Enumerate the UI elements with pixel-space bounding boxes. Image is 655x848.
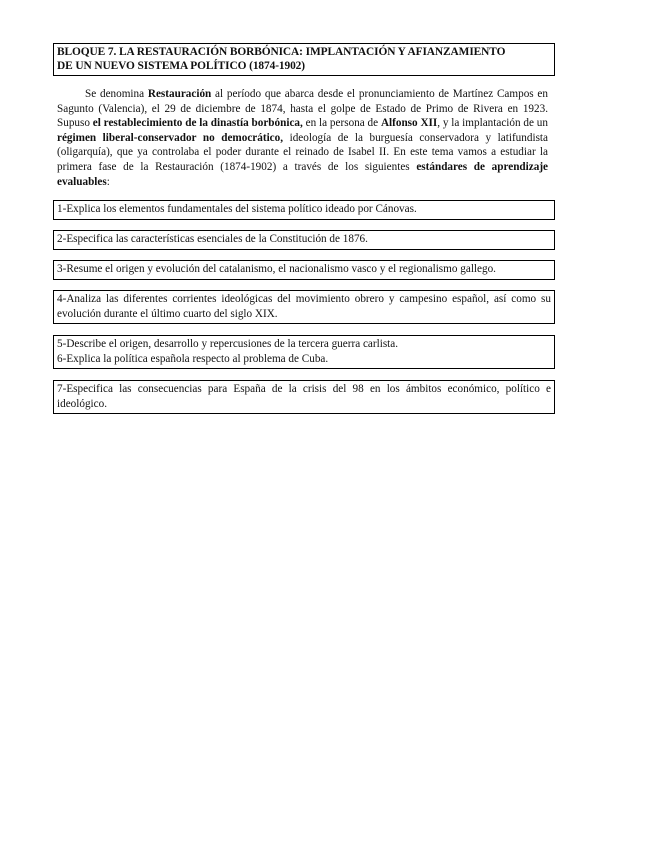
standard-item-3: 3-Resume el origen y evolución del catalanismo, el nacionalismo vasco y el regionalismo gallego. <box>57 263 496 275</box>
block-title-line-2: DE UN NUEVO SISTEMA POLÍTICO (1874-1902) <box>57 60 305 72</box>
standard-box-7 <box>53 380 555 414</box>
intro-bold-alfonso: Alfonso XII <box>380 117 438 130</box>
standard-box-2 <box>53 230 555 250</box>
standard-item-4: 4-Analiza las diferentes corrientes ideológicas del movimiento obrero y campesino español, así como su evolución durante el último cuarto del siglo XIX. <box>57 293 551 320</box>
intro-text: en la persona de <box>302 117 381 130</box>
block-title-line-1: BLOQUE 7. LA RESTAURACIÓN BORBÓNICA: IMPLANTACIÓN Y AFIANZAMIENTO <box>57 46 506 58</box>
standard-item-7: 7-Especifica las consecuencias para España de la crisis del 98 en los ámbitos económico, político e ideológico. <box>57 383 551 410</box>
intro-bold-dinastia: el restablecimiento de la dinastía borbónica, <box>92 117 303 130</box>
standard-item-2: 2-Especifica las características esenciales de la Constitución de 1876. <box>57 233 368 245</box>
intro-text: Se denomina <box>85 88 148 100</box>
standard-box-1 <box>53 200 555 220</box>
block-title <box>53 43 555 76</box>
intro-text: , y la implantación de un <box>437 117 548 130</box>
intro-bold-restauracion: Restauración <box>147 88 212 100</box>
intro-bold-estandares: estándares de aprendizaje evaluables <box>57 160 549 188</box>
intro-text: al período que abarca desde el pronunciamiento de Martínez Campos en Sagunto (Valencia), el 29 de diciembre de 1874, hasta el golpe de Estado de Primo de Rivera en 1923. Supuso <box>57 88 548 130</box>
standard-box-4 <box>53 290 555 324</box>
intro-text: ideología de la burguesía conservadora y latifundista (oligarquía), que ya controlaba el poder durante el reinado de Isabel II. En este tema vamos a estudiar la primera fase de la Restauración (1874-1902) a través de los siguientes <box>57 131 548 173</box>
standard-box-5-6 <box>53 335 555 369</box>
intro-paragraph <box>57 87 548 189</box>
standard-item-6: 6-Explica la política española respecto al problema de Cuba. <box>57 352 329 365</box>
standard-item-5: 5-Describe el origen, desarrollo y repercusiones de la tercera guerra carlista. <box>57 338 399 350</box>
standard-item-1: 1-Explica los elementos fundamentales del sistema político ideado por Cánovas. <box>57 203 417 215</box>
intro-text: : <box>106 175 110 188</box>
standard-box-3 <box>53 260 555 280</box>
intro-bold-regimen: régimen liberal-conservador no democrático, <box>57 131 284 144</box>
